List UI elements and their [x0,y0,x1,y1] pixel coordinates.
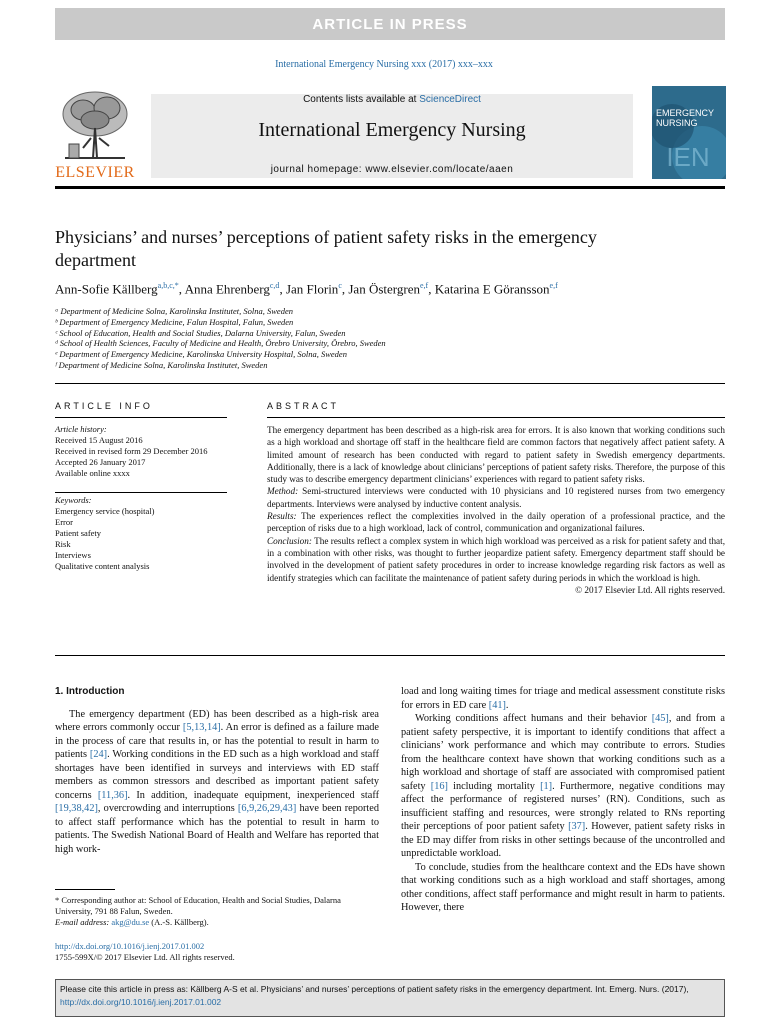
history-item: Received in revised form 29 December 2016 [55,446,208,456]
citation-link[interactable]: [5,13,14] [182,722,221,733]
text: . [505,699,509,711]
results-text: The experiences reflect the complexities involved in the daily operation of a professional practice, and the perception of risks due to a high workload, lack of control, communication and organizational failures. [267,511,725,534]
history-label: Article history: [55,424,107,434]
abstract-method [267,485,725,510]
citation-link[interactable]: [16] [430,780,448,792]
keyword-item[interactable]: Patient safety [55,528,102,538]
footnote-rule [55,889,115,890]
article-info [55,424,227,479]
author-affiliation-marks[interactable]: e,f [549,281,558,290]
author-list [55,281,725,297]
author-affiliation-marks[interactable]: c,d [269,281,280,290]
affiliation-item: ᶠ Department of Medicine Solna, Karolinska Institutet, Sweden [55,359,268,370]
paragraph: To conclude, studies from the healthcare context and the EDs have shown that working conditions such as a high workload and staff shortages, among other conditions, affect staff performance and might result in harm to patients. However, there [401,861,725,913]
citation-box [55,979,725,1017]
abstract-heading: ABSTRACT [267,401,340,411]
header-divider [55,186,725,189]
results-label: Results: [267,511,297,522]
keyword-item[interactable]: Risk [55,539,71,549]
keyword-item[interactable]: Interviews [55,550,91,560]
abstract-conclusion [267,535,725,584]
issn-line: 1755-599X/© 2017 Elsevier Ltd. All rights reserved. [55,952,235,962]
divider [55,417,227,418]
article-info-heading: ARTICLE INFO [55,401,153,411]
keyword-item[interactable]: Qualitative content analysis [55,561,150,571]
citation-link[interactable]: [41] [488,699,506,711]
email-suffix: (A.-S. Källberg). [149,917,209,927]
abstract-body [267,424,725,596]
conclusion-text: The results reflect a complex system in which high workload was perceived as a risk for patient safety and that, in a combination with other risks, was thought to further jeopardize patient safety. Emergency department staff should be involved in the development of patient safety procedures in order to increase knowledge regarding risk factors as well as identify strategies which can facilitate the maintenance of patient safety during periods in which the workload is high. [267,535,725,583]
affiliation-item: ᵉ Department of Emergency Medicine, Karolinska University Hospital, Solna, Sweden [55,349,347,360]
paragraph [55,708,379,857]
keyword-item[interactable]: Emergency service (hospital) [55,506,155,516]
citation-link[interactable]: [37] [568,821,586,832]
article-in-press-banner: ARTICLE IN PRESS [55,8,725,40]
method-label: Method: [267,486,299,497]
author-name: Katarina E Göransson [434,281,550,297]
author-separator: , [178,281,185,297]
text: . An error is defined as a failure made in the process of care that results in, or has the potential to result in harm to patients [55,722,380,760]
email-link[interactable]: akg@du.se [111,917,150,927]
text: , and from a patient safety perspective, it is important to identify conditions that affect a clinicians’ work performance and which may contribute to errors. Studies from the healthcare context have shown that working conditions such as a high workload and shortage of staff are associated with compromised patient safety [401,713,725,792]
footnote [55,895,379,928]
divider [55,492,227,493]
body-right-column [401,685,725,915]
method-text: Semi-structured interviews were conducted with 10 physicians and 10 registered nurses from two emergency departments. Interviews were analysed by inductive content analysis. [267,486,725,509]
svg-text:IEN: IEN [666,142,710,172]
keywords-label: Keywords: [55,495,92,505]
affiliation-item: ᵈ School of Health Sciences, Faculty of Medicine and Health, Örebro University, Örebro, Sweden [55,338,386,349]
journal-cover-image [652,86,726,179]
citation-doi-link[interactable]: http://dx.doi.org/10.1016/j.ienj.2017.01.002 [60,997,222,1007]
section-heading: 1. Introduction [55,686,125,697]
citation-text: Please cite this article in press as: Källberg A-S et al. Physicians’ and nurses’ perceptions of patient safety risks in the emergency department. Int. Emerg. Nurs. (2017), [60,984,689,994]
keywords-block [55,495,227,572]
divider [55,655,725,656]
citation-link[interactable]: [24] [89,749,108,760]
contents-prefix: Contents lists available at [303,94,420,105]
text: . In addition, inadequate equipment, inexperienced staff [127,789,379,801]
citation-link[interactable]: [11,36] [97,789,128,801]
author-separator: , [279,281,286,297]
paragraph [401,712,725,861]
affiliation-item: ᵇ Department of Emergency Medicine, Falun Hospital, Falun, Sweden [55,316,294,327]
text: load and long waiting times for triage and medical assessment constitute risks for errors in ED care [401,686,725,711]
cover-title-line-1: EMERGENCY [656,108,715,118]
author-name: Jan Östergren [348,281,420,297]
doi-block [55,941,379,963]
abstract-results [267,510,725,535]
author-affiliation-marks[interactable]: c [338,281,342,290]
body-left-column [55,685,379,856]
journal-citation-line[interactable]: International Emergency Nursing xxx (2017) xxx–xxx [275,59,493,70]
conclusion-label: Conclusion: [267,535,312,546]
sciencedirect-link[interactable]: ScienceDirect [419,94,481,105]
text: . Furthermore, negative conditions may affect the performance of registered nurses’ (RN). Conditions, such as insufficient staffing and resources, were strongly related to RNs reporting their perceptions of poor patient safety [401,780,725,832]
divider [55,383,725,384]
history-item: Available online xxxx [55,468,130,478]
citation-link[interactable]: [19,38,42] [55,803,98,814]
author-name: Jan Florin [285,281,339,297]
journal-title: International Emergency Nursing [258,119,526,141]
email-label: E-mail address: [55,917,112,927]
contents-availability [151,94,633,105]
history-item: Received 15 August 2016 [55,435,143,445]
history-list [55,435,227,479]
text: . Working conditions in the ED such as a high workload and staff shortages have been identified in surveys and interviews with ED staff members as common stressors and described as important patient safety concerns [55,749,380,801]
journal-homepage[interactable]: journal homepage: www.elsevier.com/locate/aaen [270,164,514,175]
affiliation-item: ᵃ Department of Medicine Solna, Karolinska Institutet, Solna, Sweden [55,306,293,316]
author-name: Ann-Sofie Källberg [55,281,158,297]
affiliation-item: ᶜ School of Education, Health and Social Studies, Dalarna University, Falun, Sweden [55,327,346,338]
affiliation-list [55,306,555,371]
text: Working conditions affect humans and their behavior [415,713,652,724]
abstract-background: The emergency department has been described as a high-risk area for errors. It is also known that working conditions such as a high workload and shortage off staff in the healthcare field are common factors that negatively affect patient safety. A limited amount of research has been conducted with regard to patient safety in Swedish emergency departments. Additionally, there is a lack of knowledge about clinicians’ perceptions of patient safety risks. Therefore, the purpose of this study was to describe emergency department clinicians’ experiences with regard to patient safety risks. [267,425,725,485]
keyword-list [55,506,227,572]
text: , overcrowding and interruptions [97,803,238,814]
article-title: Physicians’ and nurses’ perceptions of patient safety risks in the emergency department [55,227,597,270]
paragraph [401,685,725,712]
corresponding-author: * Corresponding author at: School of Education, Health and Social Studies, Dalarna University, 791 88 Falun, Sweden. [55,895,341,916]
text: . However, patient safety risks in the ED may differ from risks in other settings because of the uncontrolled and unpredictable workload. [401,821,725,859]
citation-link[interactable]: [1] [540,780,553,792]
keyword-item[interactable]: Error [55,517,73,527]
cover-title-line-2: NURSING [656,118,698,128]
doi-link[interactable]: http://dx.doi.org/10.1016/j.ienj.2017.01.002 [55,941,205,951]
author-name: Anna Ehrenberg [184,281,270,297]
history-item: Accepted 26 January 2017 [55,457,146,467]
author-affiliation-marks[interactable]: e,f [419,281,429,290]
divider [267,417,725,418]
citation-link[interactable]: [6,9,26,29,43] [237,803,297,814]
author-affiliation-marks[interactable]: a,b,c,* [157,281,179,290]
citation-link[interactable]: [45] [651,713,669,724]
text: including mortality [447,780,541,792]
email-line [55,917,379,928]
elsevier-wordmark: ELSEVIER [55,164,135,181]
author-separator: , [341,281,349,297]
text: The emergency department (ED) has been described as a high-risk area where errors commonly occur [55,708,379,733]
text: have been reported to affect staff performance which has the potential to result in harm to patients. The Swedish National Board of Health and Welfare has reported that high work- [55,803,380,855]
author-separator: , [428,281,435,297]
abstract-copyright: © 2017 Elsevier Ltd. All rights reserved. [575,584,725,595]
